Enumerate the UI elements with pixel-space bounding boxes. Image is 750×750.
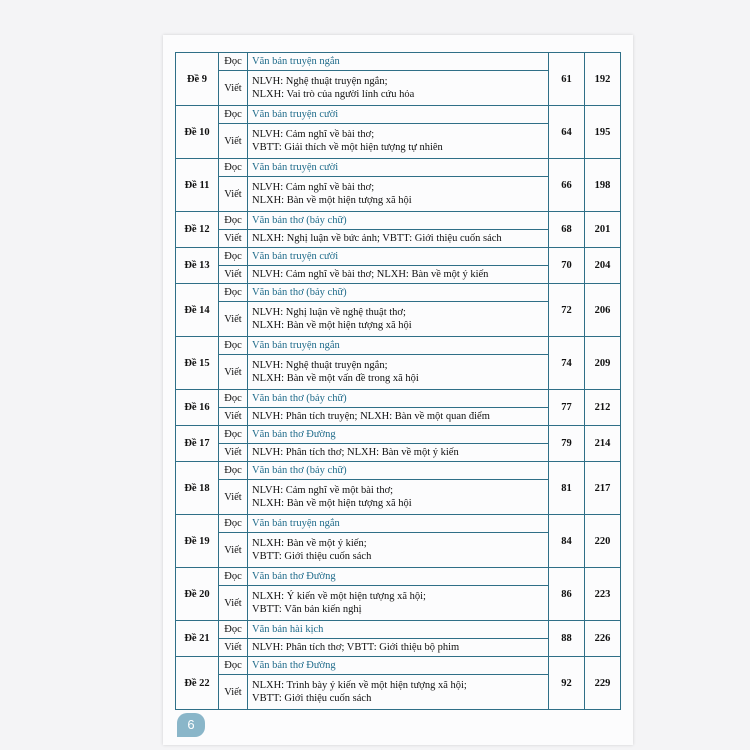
toc-row-doc [176, 426, 621, 444]
viet-label: Viết [219, 266, 248, 284]
viet-text [248, 533, 549, 568]
toc-row-doc [176, 106, 621, 124]
page-ref-2: 206 [585, 284, 621, 337]
viet-label: Viết [219, 124, 248, 159]
toc-row-doc [176, 159, 621, 177]
page-ref-2: 201 [585, 212, 621, 248]
viet-label: Viết [219, 302, 248, 337]
viet-text [248, 302, 549, 337]
page-ref-2: 198 [585, 159, 621, 212]
doc-label: Đọc [219, 212, 248, 230]
viet-text-line: NLVH: Nghệ thuật truyện ngắn; [252, 360, 388, 371]
viet-label: Viết [219, 71, 248, 106]
viet-label: Viết [219, 639, 248, 657]
page-ref-1: 84 [549, 515, 585, 568]
doc-text: Văn bản thơ Đường [248, 426, 549, 444]
viet-text-line: NLXH: Vai trò của người lính cứu hỏa [252, 89, 415, 100]
viet-text [248, 124, 549, 159]
page-ref-1: 92 [549, 657, 585, 710]
de-label: Đề 15 [176, 337, 219, 390]
viet-text [248, 177, 549, 212]
viet-text-line: NLVH: Cảm nghĩ về bài thơ; [252, 182, 375, 193]
toc-row-doc [176, 657, 621, 675]
doc-text: Văn bản truyện cười [248, 248, 549, 266]
viet-text [248, 586, 549, 621]
viet-text-line: NLXH: Ý kiến về một hiện tượng xã hội; [252, 591, 426, 602]
de-label: Đề 11 [176, 159, 219, 212]
page-ref-2: 220 [585, 515, 621, 568]
toc-table [175, 52, 621, 710]
doc-text: Văn bản thơ Đường [248, 657, 549, 675]
viet-text-line: NLXH: Bàn về một hiện tượng xã hội [252, 320, 412, 331]
viet-text [248, 480, 549, 515]
viet-label: Viết [219, 586, 248, 621]
de-label: Đề 21 [176, 621, 219, 657]
de-label: Đề 20 [176, 568, 219, 621]
doc-text: Văn bản hài kịch [248, 621, 549, 639]
viet-text [248, 408, 549, 426]
doc-text: Văn bản truyện cười [248, 106, 549, 124]
toc-row-doc [176, 212, 621, 230]
toc-row-doc [176, 53, 621, 71]
doc-label: Đọc [219, 462, 248, 480]
page-ref-1: 68 [549, 212, 585, 248]
viet-label: Viết [219, 675, 248, 710]
viet-text-line: NLXH: Trình bày ý kiến về một hiện tượng xã hội; [252, 680, 467, 691]
viet-text [248, 230, 549, 248]
viet-text-line: NLXH: Bàn về một hiện tượng xã hội [252, 195, 412, 206]
viet-text [248, 675, 549, 710]
viet-text-line: VBTT: Văn bản kiến nghị [252, 604, 362, 615]
toc-row-doc [176, 337, 621, 355]
de-label: Đề 13 [176, 248, 219, 284]
toc-row-doc [176, 621, 621, 639]
viet-text-line: NLXH: Bàn về một ý kiến; [252, 538, 367, 549]
viet-text-line: NLXH: Bàn về một hiện tượng xã hội [252, 498, 412, 509]
viet-text-line: NLVH: Phân tích truyện; NLXH: Bàn về một quan điểm [252, 411, 490, 422]
page-ref-1: 72 [549, 284, 585, 337]
page-ref-1: 64 [549, 106, 585, 159]
viet-text-line: NLXH: Nghị luận về bức ảnh; VBTT: Giới thiệu cuốn sách [252, 233, 502, 244]
viet-label: Viết [219, 230, 248, 248]
viet-text [248, 639, 549, 657]
de-label: Đề 19 [176, 515, 219, 568]
viet-label: Viết [219, 177, 248, 212]
de-label: Đề 22 [176, 657, 219, 710]
page-ref-1: 66 [549, 159, 585, 212]
viet-label: Viết [219, 408, 248, 426]
page-ref-1: 86 [549, 568, 585, 621]
doc-text: Văn bản thơ (bảy chữ) [248, 212, 549, 230]
de-label: Đề 12 [176, 212, 219, 248]
toc-row-doc [176, 284, 621, 302]
doc-text: Văn bản thơ (bảy chữ) [248, 390, 549, 408]
viet-text-line: NLVH: Nghị luận về nghệ thuật thơ; [252, 307, 406, 318]
viet-label: Viết [219, 444, 248, 462]
doc-text: Văn bản thơ (bảy chữ) [248, 284, 549, 302]
doc-label: Đọc [219, 390, 248, 408]
viet-text-line: VBTT: Giới thiệu cuốn sách [252, 693, 372, 704]
doc-label: Đọc [219, 159, 248, 177]
page-ref-2: 217 [585, 462, 621, 515]
viet-label: Viết [219, 355, 248, 390]
viet-text [248, 71, 549, 106]
page-ref-1: 77 [549, 390, 585, 426]
de-label: Đề 9 [176, 53, 219, 106]
doc-label: Đọc [219, 53, 248, 71]
toc-row-doc [176, 568, 621, 586]
viet-label: Viết [219, 480, 248, 515]
viet-text-line: NLVH: Nghệ thuật truyện ngắn; [252, 76, 388, 87]
toc-row-doc [176, 390, 621, 408]
doc-text: Văn bản truyện ngắn [248, 515, 549, 533]
page-ref-2: 214 [585, 426, 621, 462]
page-ref-2: 229 [585, 657, 621, 710]
de-label: Đề 17 [176, 426, 219, 462]
page-number: 6 [177, 713, 205, 737]
doc-label: Đọc [219, 515, 248, 533]
page-ref-1: 61 [549, 53, 585, 106]
doc-label: Đọc [219, 337, 248, 355]
viet-text-line: NLVH: Phân tích thơ; NLXH: Bàn về một ý kiến [252, 447, 459, 458]
viet-text [248, 444, 549, 462]
viet-text-line: NLXH: Bàn về một vấn đề trong xã hội [252, 373, 419, 384]
viet-text-line: VBTT: Giải thích về một hiện tượng tự nhiên [252, 142, 443, 153]
doc-text: Văn bản thơ (bảy chữ) [248, 462, 549, 480]
page-ref-1: 88 [549, 621, 585, 657]
doc-label: Đọc [219, 106, 248, 124]
page-ref-1: 79 [549, 426, 585, 462]
page-ref-1: 81 [549, 462, 585, 515]
viet-text-line: VBTT: Giới thiệu cuốn sách [252, 551, 372, 562]
viet-text-line: NLVH: Cảm nghĩ về bài thơ; [252, 129, 375, 140]
page-ref-2: 223 [585, 568, 621, 621]
page-ref-2: 204 [585, 248, 621, 284]
doc-label: Đọc [219, 426, 248, 444]
viet-text-line: NLVH: Cảm nghĩ về bài thơ; NLXH: Bàn về một ý kiến [252, 269, 489, 280]
page-ref-1: 70 [549, 248, 585, 284]
doc-text: Văn bản truyện ngắn [248, 337, 549, 355]
page-ref-2: 226 [585, 621, 621, 657]
viet-text [248, 266, 549, 284]
doc-label: Đọc [219, 657, 248, 675]
toc-row-doc [176, 248, 621, 266]
viet-text-line: NLVH: Phân tích thơ; VBTT: Giới thiệu bộ phim [252, 642, 460, 653]
de-label: Đề 16 [176, 390, 219, 426]
doc-label: Đọc [219, 621, 248, 639]
toc-row-doc [176, 462, 621, 480]
de-label: Đề 10 [176, 106, 219, 159]
viet-text-line: NLVH: Cảm nghĩ về một bài thơ; [252, 485, 394, 496]
doc-label: Đọc [219, 284, 248, 302]
viet-text [248, 355, 549, 390]
doc-text: Văn bản truyện ngắn [248, 53, 549, 71]
doc-text: Văn bản truyện cười [248, 159, 549, 177]
doc-label: Đọc [219, 248, 248, 266]
page-ref-2: 209 [585, 337, 621, 390]
toc-row-doc [176, 515, 621, 533]
doc-label: Đọc [219, 568, 248, 586]
page-ref-2: 192 [585, 53, 621, 106]
de-label: Đề 14 [176, 284, 219, 337]
viet-label: Viết [219, 533, 248, 568]
doc-text: Văn bản thơ Đường [248, 568, 549, 586]
page-ref-2: 195 [585, 106, 621, 159]
page-ref-1: 74 [549, 337, 585, 390]
de-label: Đề 18 [176, 462, 219, 515]
page-ref-2: 212 [585, 390, 621, 426]
